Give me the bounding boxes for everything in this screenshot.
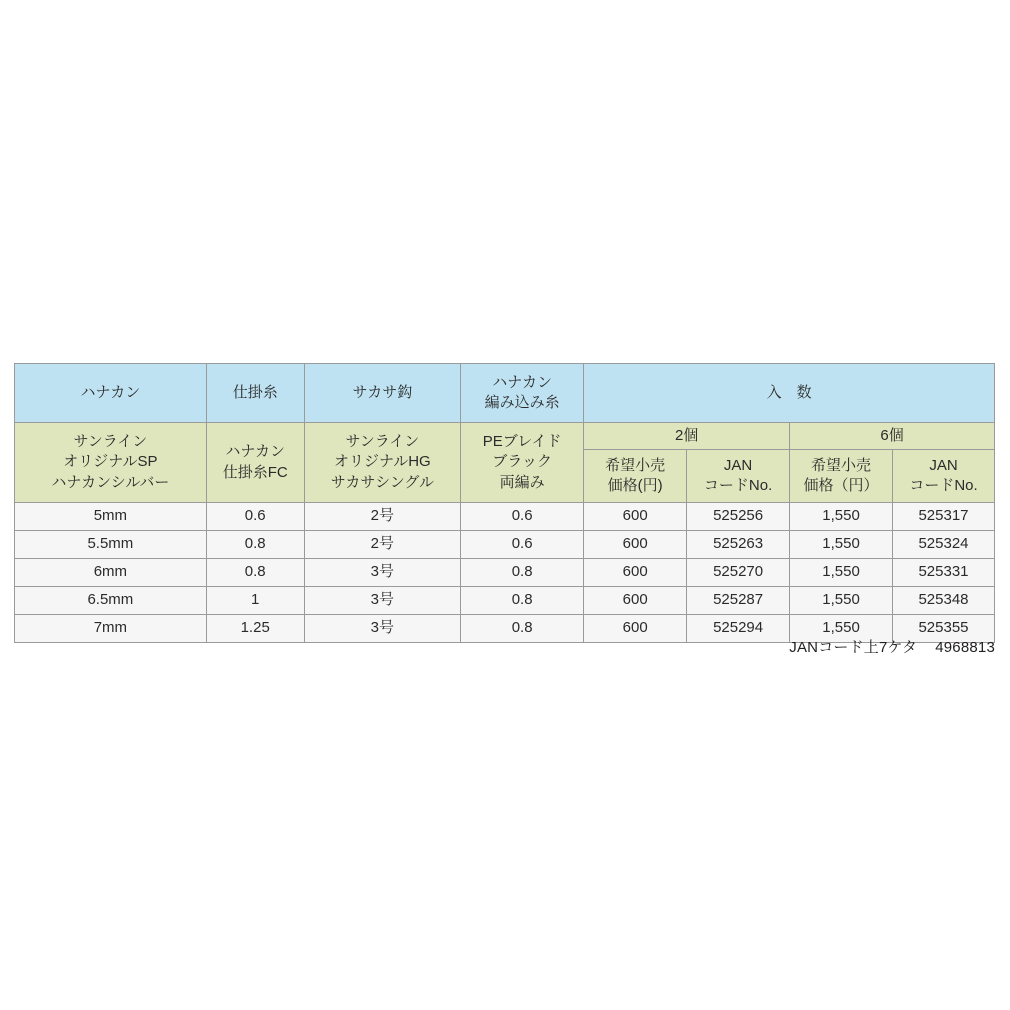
table-row <box>15 587 995 615</box>
subheader-jan-6-line2: コードNo. <box>909 477 978 494</box>
subheader-hanakan-line1: サンライン <box>73 433 148 451</box>
cell-jan-2: 525256 <box>687 503 790 531</box>
header-hanakan-braid-line2: 編み込み糸 <box>484 394 560 411</box>
subheader-price-6-line2: 価格（円） <box>803 477 879 494</box>
jan-prefix-label: JANコード上7ケタ <box>789 639 918 656</box>
header-shikakeito: 仕掛糸 <box>206 364 304 423</box>
cell-sakasa: 3号 <box>304 559 460 587</box>
cell-amikomi: 0.8 <box>461 587 584 615</box>
header-hanakan-braid-line1: ハナカン <box>492 373 552 391</box>
cell-shikakeito: 1 <box>206 587 304 615</box>
cell-jan-6: 525331 <box>893 559 995 587</box>
table-row <box>15 531 995 559</box>
cell-sakasa: 3号 <box>304 615 460 643</box>
subheader-shikakeito-line2: 仕掛糸FC <box>222 463 288 481</box>
header-quantity-group: 入 数 <box>584 364 995 423</box>
header-hanakan: ハナカン <box>15 364 207 423</box>
cell-price-6: 1,550 <box>790 531 893 559</box>
cell-price-2: 600 <box>584 559 687 587</box>
subheader-braid-line3: 両編み <box>499 473 545 491</box>
table-row <box>15 503 995 531</box>
cell-sakasa: 2号 <box>304 531 460 559</box>
cell-hanakan: 7mm <box>15 615 207 643</box>
subheader-braid-line2: ブラック <box>492 453 552 471</box>
subheader-shikakeito-product <box>206 423 304 503</box>
subheader-hanakan-product <box>15 423 207 503</box>
cell-jan-6: 525355 <box>893 615 995 643</box>
table-header-row-top <box>15 364 995 423</box>
header-hanakan-braid-line <box>461 364 584 423</box>
cell-jan-2: 525287 <box>687 587 790 615</box>
cell-price-6: 1,550 <box>790 559 893 587</box>
subheader-sakasa-line3: サカサシングル <box>330 473 434 491</box>
subheader-sakasa-line1: サンライン <box>345 433 420 451</box>
cell-price-6: 1,550 <box>790 615 893 643</box>
cell-jan-2: 525270 <box>687 559 790 587</box>
cell-shikakeito: 0.8 <box>206 531 304 559</box>
subheader-price-6 <box>790 450 893 503</box>
jan-prefix-note <box>14 636 995 657</box>
subheader-qty-6: 6個 <box>790 423 995 450</box>
cell-jan-6: 525348 <box>893 587 995 615</box>
subheader-sakasa-line2: オリジナルHG <box>333 453 431 471</box>
table-row <box>15 559 995 587</box>
cell-amikomi: 0.8 <box>461 615 584 643</box>
cell-price-2: 600 <box>584 531 687 559</box>
table-header-row-green <box>15 423 995 450</box>
cell-jan-6: 525317 <box>893 503 995 531</box>
cell-hanakan: 5mm <box>15 503 207 531</box>
cell-jan-2: 525263 <box>687 531 790 559</box>
cell-hanakan: 5.5mm <box>15 531 207 559</box>
cell-jan-2: 525294 <box>687 615 790 643</box>
cell-price-6: 1,550 <box>790 503 893 531</box>
subheader-qty-2: 2個 <box>584 423 790 450</box>
cell-sakasa: 3号 <box>304 587 460 615</box>
subheader-jan-6 <box>893 450 995 503</box>
header-sakasa-hook: サカサ鈎 <box>304 364 460 423</box>
cell-price-6: 1,550 <box>790 587 893 615</box>
cell-shikakeito: 1.25 <box>206 615 304 643</box>
subheader-sakasa-product <box>304 423 460 503</box>
cell-shikakeito: 0.8 <box>206 559 304 587</box>
cell-shikakeito: 0.6 <box>206 503 304 531</box>
subheader-braid-line1: PEブレイド <box>482 433 562 451</box>
subheader-hanakan-line3: ハナカンシルバー <box>51 473 170 491</box>
subheader-price-2-line2: 価格(円) <box>607 477 663 494</box>
spec-table-container <box>14 363 995 643</box>
subheader-price-6-line1: 希望小売 <box>811 456 872 474</box>
cell-price-2: 600 <box>584 503 687 531</box>
subheader-jan-2-line2: コードNo. <box>703 477 773 494</box>
subheader-jan-2-line1: JAN <box>723 456 753 474</box>
cell-jan-6: 525324 <box>893 531 995 559</box>
subheader-price-2-line1: 希望小売 <box>605 456 666 474</box>
subheader-jan-6-line1: JAN <box>929 456 958 474</box>
cell-hanakan: 6mm <box>15 559 207 587</box>
subheader-price-2 <box>584 450 687 503</box>
subheader-jan-2 <box>687 450 790 503</box>
cell-amikomi: 0.8 <box>461 559 584 587</box>
jan-prefix-value: 4968813 <box>935 639 995 656</box>
cell-price-2: 600 <box>584 587 687 615</box>
cell-price-2: 600 <box>584 615 687 643</box>
cell-amikomi: 0.6 <box>461 503 584 531</box>
subheader-shikakeito-line1: ハナカン <box>225 443 286 461</box>
cell-amikomi: 0.6 <box>461 531 584 559</box>
cell-sakasa: 2号 <box>304 503 460 531</box>
subheader-hanakan-line2: オリジナルSP <box>63 453 158 471</box>
spec-table <box>14 363 995 643</box>
subheader-braid-product <box>461 423 584 503</box>
cell-hanakan: 6.5mm <box>15 587 207 615</box>
